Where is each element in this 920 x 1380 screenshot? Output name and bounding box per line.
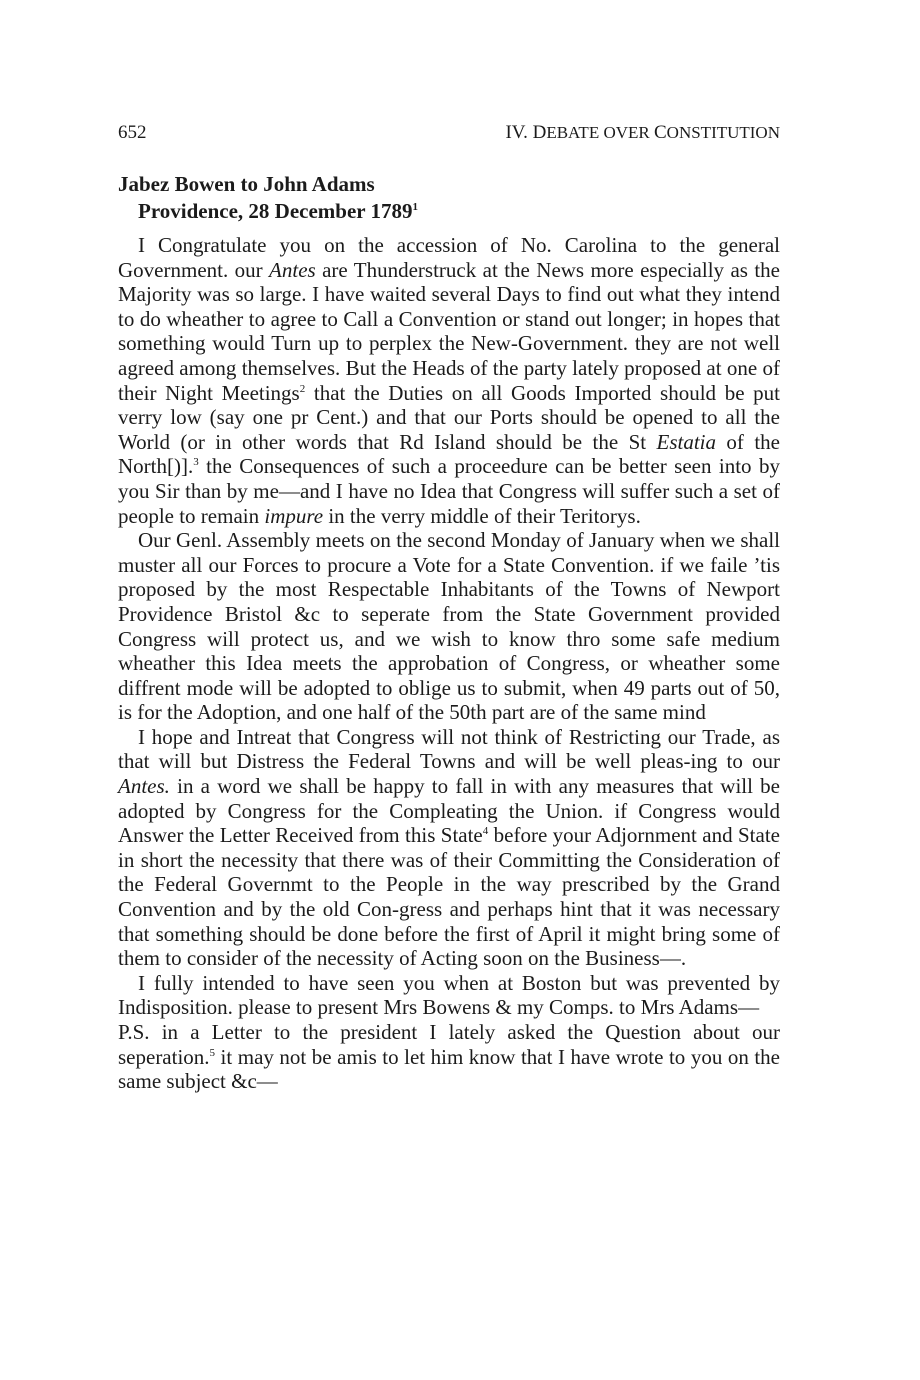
postscript <box>118 1020 780 1094</box>
paragraph-3 <box>118 725 780 971</box>
p3-text-d: before your Adjornment and State in short the necessity that there was of their Committing the Consideration of the Federal Governmt to the People in the way prescribed by the Grand Convention and by the old Con-gress and perhaps hint that it was necessary that something should be done before the first of April it might bring some of them to consider of the necessity of Acting soon on the Business—. <box>118 823 780 971</box>
letter-body <box>118 233 780 1094</box>
p1-text-d: that the Duties on all Goods Imported should be put verry low (say one pr Cent.) and that our Ports should be opened to all the World (or in other words that Rd Island should be the St <box>118 380 780 454</box>
letter-title: Jabez Bowen to John Adams <box>118 172 375 196</box>
footnote-ref-2[interactable]: 2 <box>299 382 306 395</box>
footnote-ref-1[interactable]: 1 <box>412 201 418 213</box>
paragraph-1 <box>118 233 780 528</box>
section-title <box>505 122 780 144</box>
page-number: 652 <box>118 122 147 143</box>
paragraph-2: Our Genl. Assembly meets on the second Monday of January when we shall muster all our Forces to procure a Vote for a State Convention. if we faile ’tis proposed by the most Respectable Inhabitants of the Towns of Newport Providence Bristol &c to seperate from the State Government provided Congress will protect us, and we wish to know thro some safe medium wheather this Idea meets the approbation of Congress, or wheather some diffrent mode will be adopted to oblige us to submit, when 49 parts out of 50, is for the Adoption, and one half of the 50th part are of the same mind <box>118 528 780 725</box>
section-cap-2: C <box>653 122 667 143</box>
p1-italic-impure: impure <box>264 503 324 528</box>
place-date-text: Providence, 28 December 1789 <box>138 199 413 223</box>
section-roman: IV. D <box>505 122 547 143</box>
p1-text-g: the Consequences of such a proceedure can be better seen into by you Sir than by me—and I have no Idea that Congress will suffer such a set of people to remain <box>118 454 780 528</box>
ps-text-a: P.S. in a Letter to the president I lately asked the Question about our seperation. <box>118 1020 780 1069</box>
running-head <box>118 122 780 150</box>
footnote-ref-4[interactable]: 4 <box>482 825 489 838</box>
paragraph-4: I fully intended to have seen you when at Boston but was prevented by Indisposition. please to present Mrs Bowens & my Comps. to Mrs Adams— <box>118 970 780 1020</box>
p1-text-c: are Thunderstruck at the News more especially as the Majority was so large. I have waited several Days to find out what they intend to do wheather to agree to Call a Convention or stand out longer; in hopes that something would Turn up to perplex the New-Government. they are not well agreed among themselves. But the Heads of the party lately proposed at one of their Night Meetings <box>118 257 781 405</box>
letter-heading <box>118 171 780 225</box>
p1-text-f: of the North[)]. <box>118 429 780 479</box>
section-small-caps-1: EBATE OVER <box>546 123 654 142</box>
p3-text-c: in a word we shall be happy to fall in with any measures that will be adopted by Congress for the Compleating the Union. if Congress would Answer the Letter Received from this State <box>118 774 780 848</box>
p3-text-a: I hope and Intreat that Congress will not think of Restricting our Trade, as that will but Distress the Federal Towns and will be well pleas-ing to our <box>118 724 780 774</box>
ps-text-b: it may not be amis to let him know that I have wrote to you on the same subject &c— <box>118 1044 780 1094</box>
footnote-ref-3[interactable]: 3 <box>193 456 199 469</box>
p1-text-i: in the verry middle of their Teritorys. <box>323 503 641 528</box>
p1-italic-estatia: Estatia <box>656 429 717 454</box>
p1-italic-antes: Antes <box>269 257 316 282</box>
letter-place-date <box>118 198 780 225</box>
footnote-ref-5[interactable]: 5 <box>209 1046 216 1059</box>
section-small-caps-2: ONSTITUTION <box>666 123 780 142</box>
p1-text-a: I Congratulate you on the accession of No. Carolina to the general Government. our <box>118 233 780 282</box>
p3-italic-antes: Antes. <box>118 774 170 799</box>
